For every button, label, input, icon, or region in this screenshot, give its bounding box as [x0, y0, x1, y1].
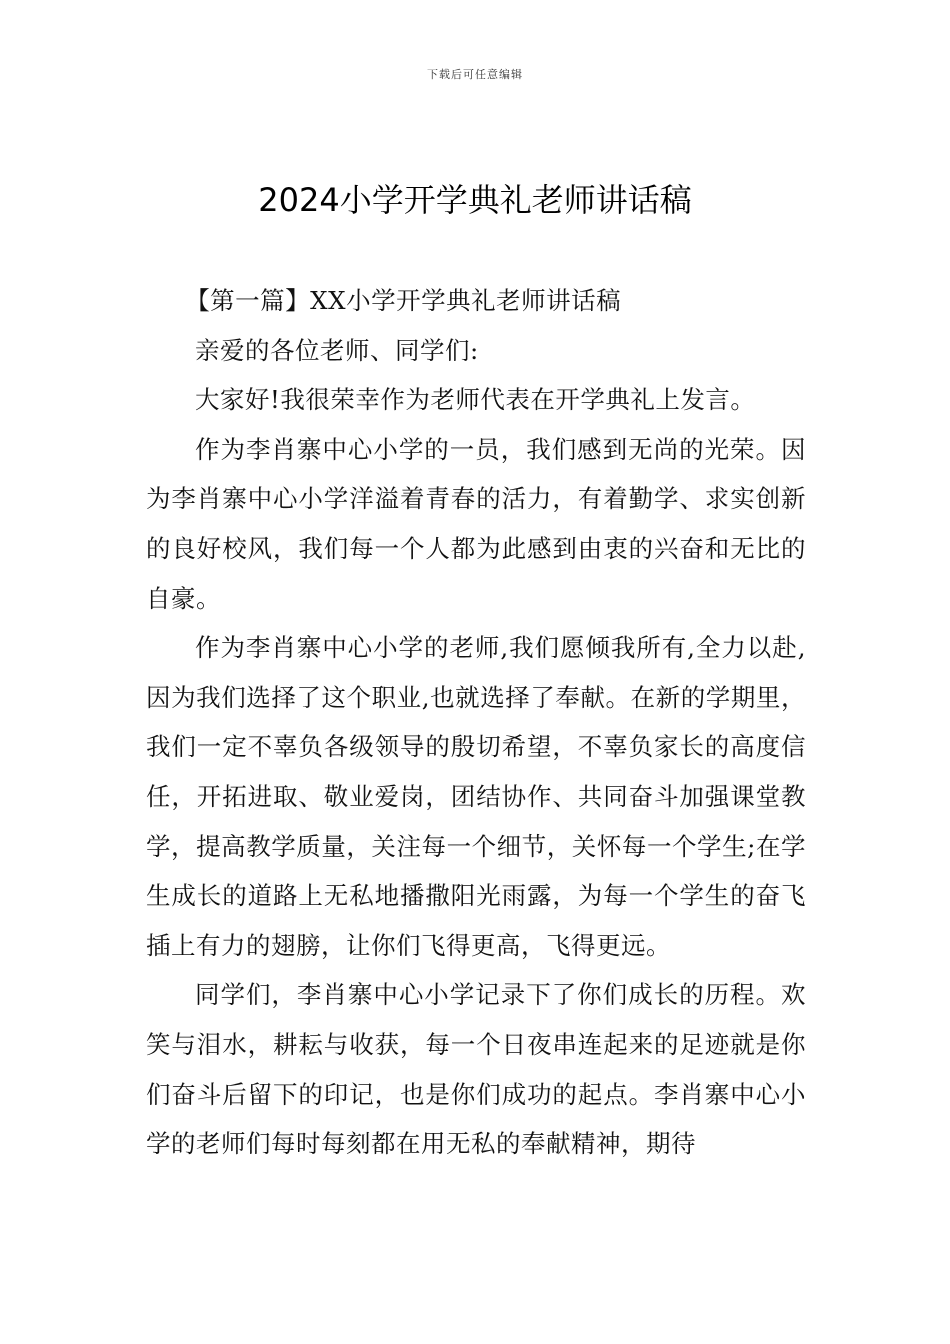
paragraph-3: 作为李肖寨中心小学的老师,我们愿倾我所有,全力以赴,因为我们选择了这个职业,也就选择了奉献。在新的学期里，我们一定不辜负各级领导的殷切希望，不辜负家长的高度信任，开拓进取、敬业爱岗，团结协作、共同奋斗加强课堂教学，提高教学质量，关注每一个细节，关怀每一个学生;在学生成长的道路上无私地播撒阳光雨露，为每一个学生的奋飞插上有力的翅膀，让你们飞得更高，飞得更远。 — [146, 633, 806, 960]
header-note: 下载后可任意编辑 — [427, 68, 523, 81]
greeting: 亲爱的各位老师、同学们: — [195, 335, 479, 365]
section-heading: 【第一篇】XX小学开学典礼老师讲话稿 — [185, 286, 622, 315]
paragraph-4: 同学们，李肖寨中心小学记录下了你们成长的历程。欢笑与泪水，耕耘与收获，每一个日夜串连起来的足迹就是你们奋斗后留下的印记，也是你们成功的起点。李肖寨中心小学的老师们每时每刻都在用无私的奉献精神，期待 — [146, 980, 806, 1159]
paragraph-1: 大家好!我很荣幸作为老师代表在开学典礼上发言。 — [195, 385, 756, 415]
paragraph-2: 作为李肖寨中心小学的一员，我们感到无尚的光荣。因为李肖寨中心小学洋溢着青春的活力，有着勤学、求实创新的良好校风，我们每一个人都为此感到由衷的兴奋和无比的自豪。 — [146, 434, 806, 613]
document-body — [146, 276, 806, 1169]
document-title: 2024小学开学典礼老师讲话稿 — [258, 181, 692, 219]
